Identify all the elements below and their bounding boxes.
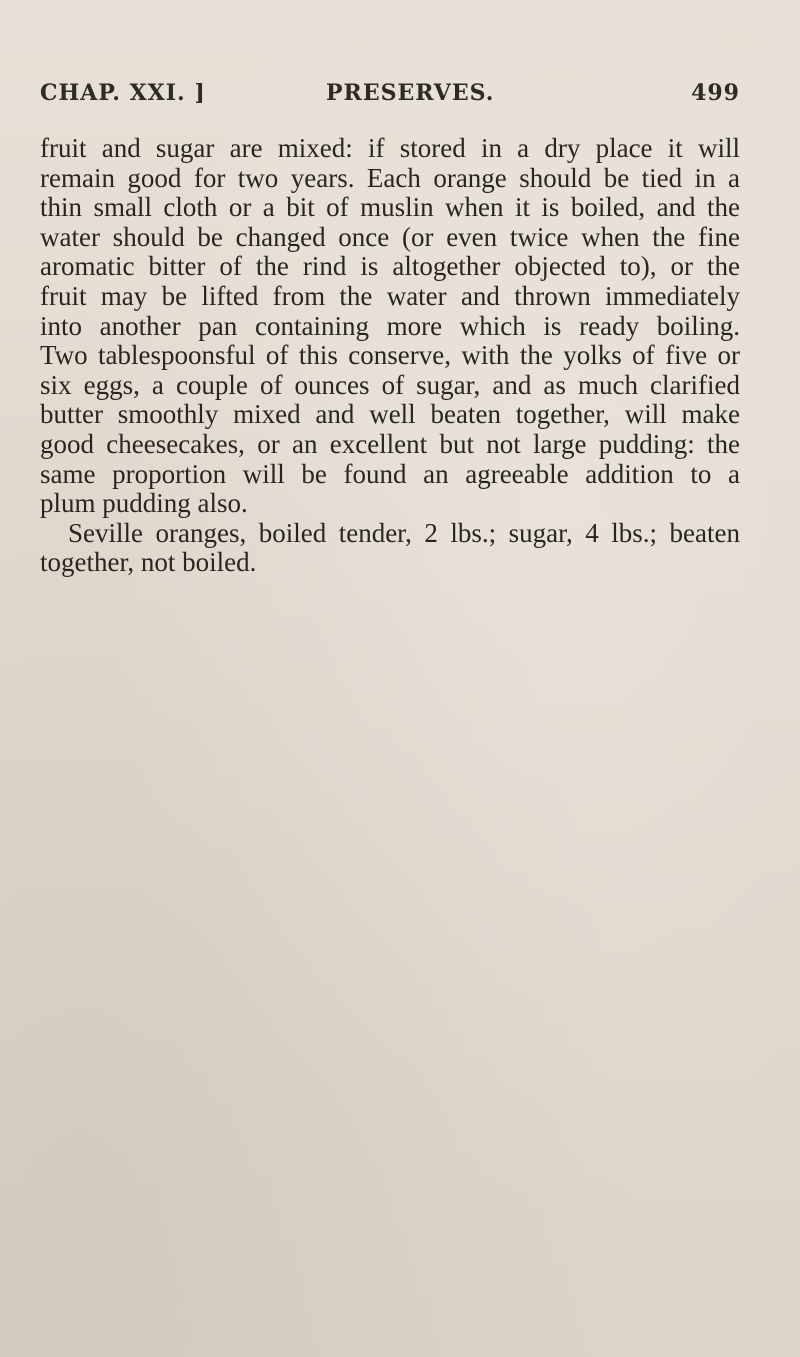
text-line: into another pan containing more which is ready boiling. <box>40 311 740 341</box>
chapter-label: CHAP. XXI. ] <box>40 80 206 106</box>
text-line: thin small cloth or a bit of muslin when it is boiled, and the <box>40 193 740 223</box>
text-line: butter smoothly mixed and well beaten together, will make <box>40 400 740 430</box>
text-line: aromatic bitter of the rind is altogether objected to), or the <box>40 252 740 282</box>
section-title: PRESERVES. <box>326 80 495 106</box>
text-line: plum pudding also. <box>40 489 248 519</box>
text-line: water should be changed once (or even twice when the fine <box>40 222 740 252</box>
text-line: six eggs, a couple of ounces of sugar, and as much clarified <box>40 370 740 400</box>
paragraph <box>40 519 740 578</box>
text-line: good cheesecakes, or an excellent but not large pudding: the <box>40 429 740 459</box>
text-line: fruit and sugar are mixed: if stored in a dry place it will <box>40 134 740 163</box>
text-line: Seville oranges, boiled tender, 2 lbs.; sugar, 4 lbs.; beaten <box>68 518 740 548</box>
paragraph <box>40 134 740 519</box>
body-text <box>40 134 740 578</box>
running-head <box>40 80 740 116</box>
text-line: Two tablespoonsful of this conserve, with the yolks of five or <box>40 341 740 371</box>
text-line: together, not boiled. <box>40 548 257 578</box>
text-line: fruit may be lifted from the water and thrown immediately <box>40 281 740 311</box>
page-number: 499 <box>691 80 740 106</box>
text-line: same proportion will be found an agreeable addition to a <box>40 459 740 489</box>
text-line: remain good for two years. Each orange should be tied in a <box>40 163 740 193</box>
